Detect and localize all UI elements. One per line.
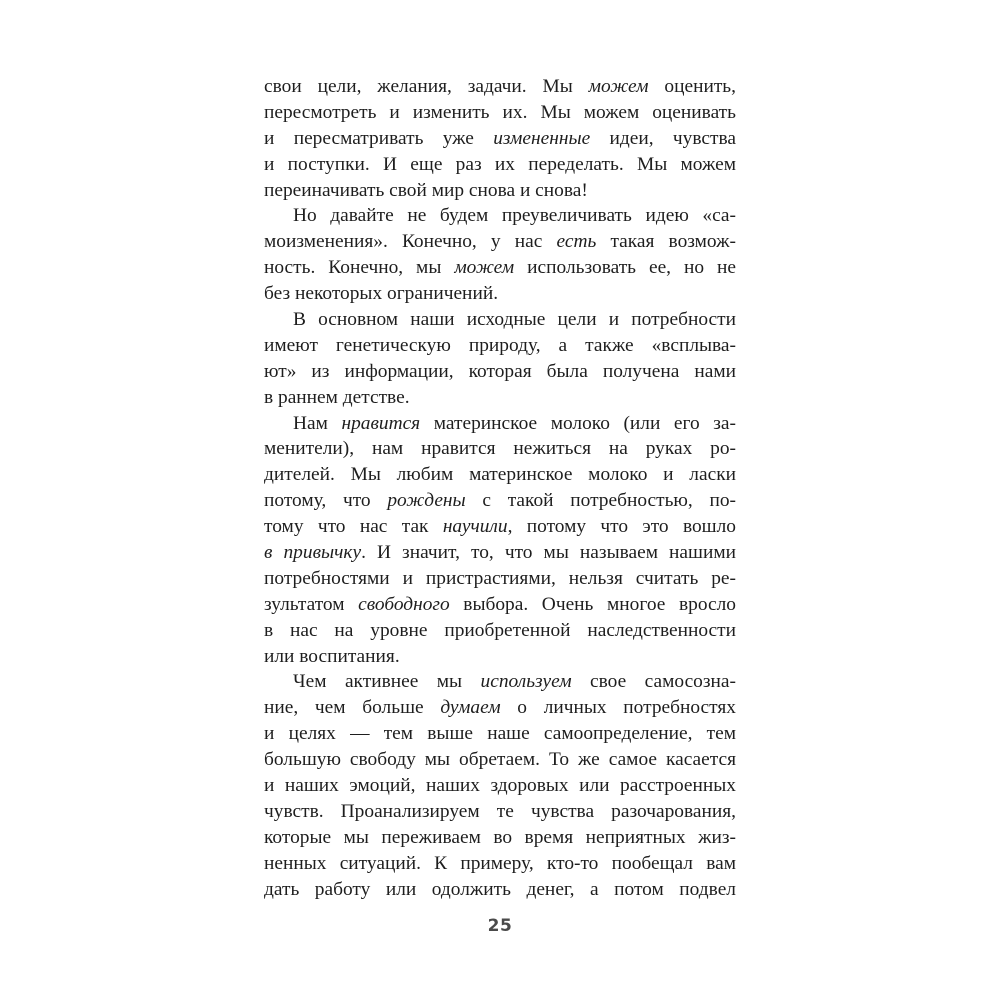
text-line: свои цели, желания, задачи. Мы можем оценить, xyxy=(264,76,736,97)
page-number: 25 xyxy=(487,916,513,936)
page-body-text xyxy=(264,74,736,903)
text-line: менители), нам нравится нежиться на руках ро- xyxy=(264,438,736,460)
text-line: ют» из информации, которая была получена нами xyxy=(264,360,736,382)
text-line: и поступки. И еще раз их переделать. Мы можем xyxy=(264,153,736,175)
italic-emphasis: научили xyxy=(442,516,508,538)
italic-emphasis: рождены xyxy=(387,490,466,512)
text-line: в нас на уровне приобретенной наследственности xyxy=(264,619,736,641)
text-line: без некоторых ограничений. xyxy=(264,283,499,305)
text-line: ненных ситуаций. К примеру, кто-то пообещал вам xyxy=(264,852,736,874)
italic-emphasis: можем xyxy=(588,76,649,97)
text-line: и пересматривать уже измененные идеи, чувства xyxy=(264,127,736,149)
text-line: переиначивать свой мир снова и снова! xyxy=(264,179,588,201)
italic-emphasis: думаем xyxy=(440,697,501,719)
text-line: большую свободу мы обретаем. То же самое касается xyxy=(264,749,736,771)
text-line: моизменения». Конечно, у нас есть такая возмож- xyxy=(264,231,736,253)
italic-emphasis: можем xyxy=(454,257,515,279)
italic-emphasis: есть xyxy=(556,231,597,253)
text-line: ность. Конечно, мы можем использовать ее, но не xyxy=(264,257,736,279)
text-line: пересмотреть и изменить их. Мы можем оценивать xyxy=(264,101,736,123)
text-line: Но давайте не будем преувеличивать идею «са- xyxy=(293,205,736,227)
text-line: ние, чем больше думаем о личных потребностях xyxy=(264,697,736,719)
text-line: В основном наши исходные цели и потребности xyxy=(293,309,736,331)
italic-emphasis: нравится xyxy=(341,412,421,434)
text-line: Нам нравится материнское молоко (или его за- xyxy=(293,412,736,434)
italic-emphasis: измененные xyxy=(493,127,591,149)
italic-emphasis: используем xyxy=(480,671,572,693)
text-line: Чем активнее мы используем свое самосозна- xyxy=(293,671,736,693)
text-line: тому что нас так научили, потому что это вошло xyxy=(264,516,736,538)
text-line: или воспитания. xyxy=(264,645,400,667)
text-line: зультатом свободного выбора. Очень многое вросло xyxy=(264,593,736,615)
text-line: в привычку. И значит, то, что мы называем нашими xyxy=(264,542,736,564)
text-line: чувств. Проанализируем те чувства разочарования, xyxy=(264,800,736,822)
italic-emphasis: свободного xyxy=(358,593,450,615)
italic-emphasis: в привычку xyxy=(264,542,362,564)
text-line: и целях — тем выше наше самоопределение, тем xyxy=(264,723,736,745)
text-line: дителей. Мы любим материнское молоко и ласки xyxy=(264,464,736,486)
text-line: потому, что рождены с такой потребностью, по- xyxy=(264,490,736,512)
text-line: потребностями и пристрастиями, нельзя считать ре- xyxy=(264,567,736,589)
text-line: которые мы переживаем во время неприятных жиз- xyxy=(264,826,736,848)
text-line: в раннем детстве. xyxy=(264,386,410,408)
text-line: имеют генетическую природу, а также «всплыва- xyxy=(264,334,736,356)
text-line: и наших эмоций, наших здоровых или расстроенных xyxy=(264,775,736,797)
text-line: дать работу или одолжить денег, а потом подвел xyxy=(264,878,736,900)
